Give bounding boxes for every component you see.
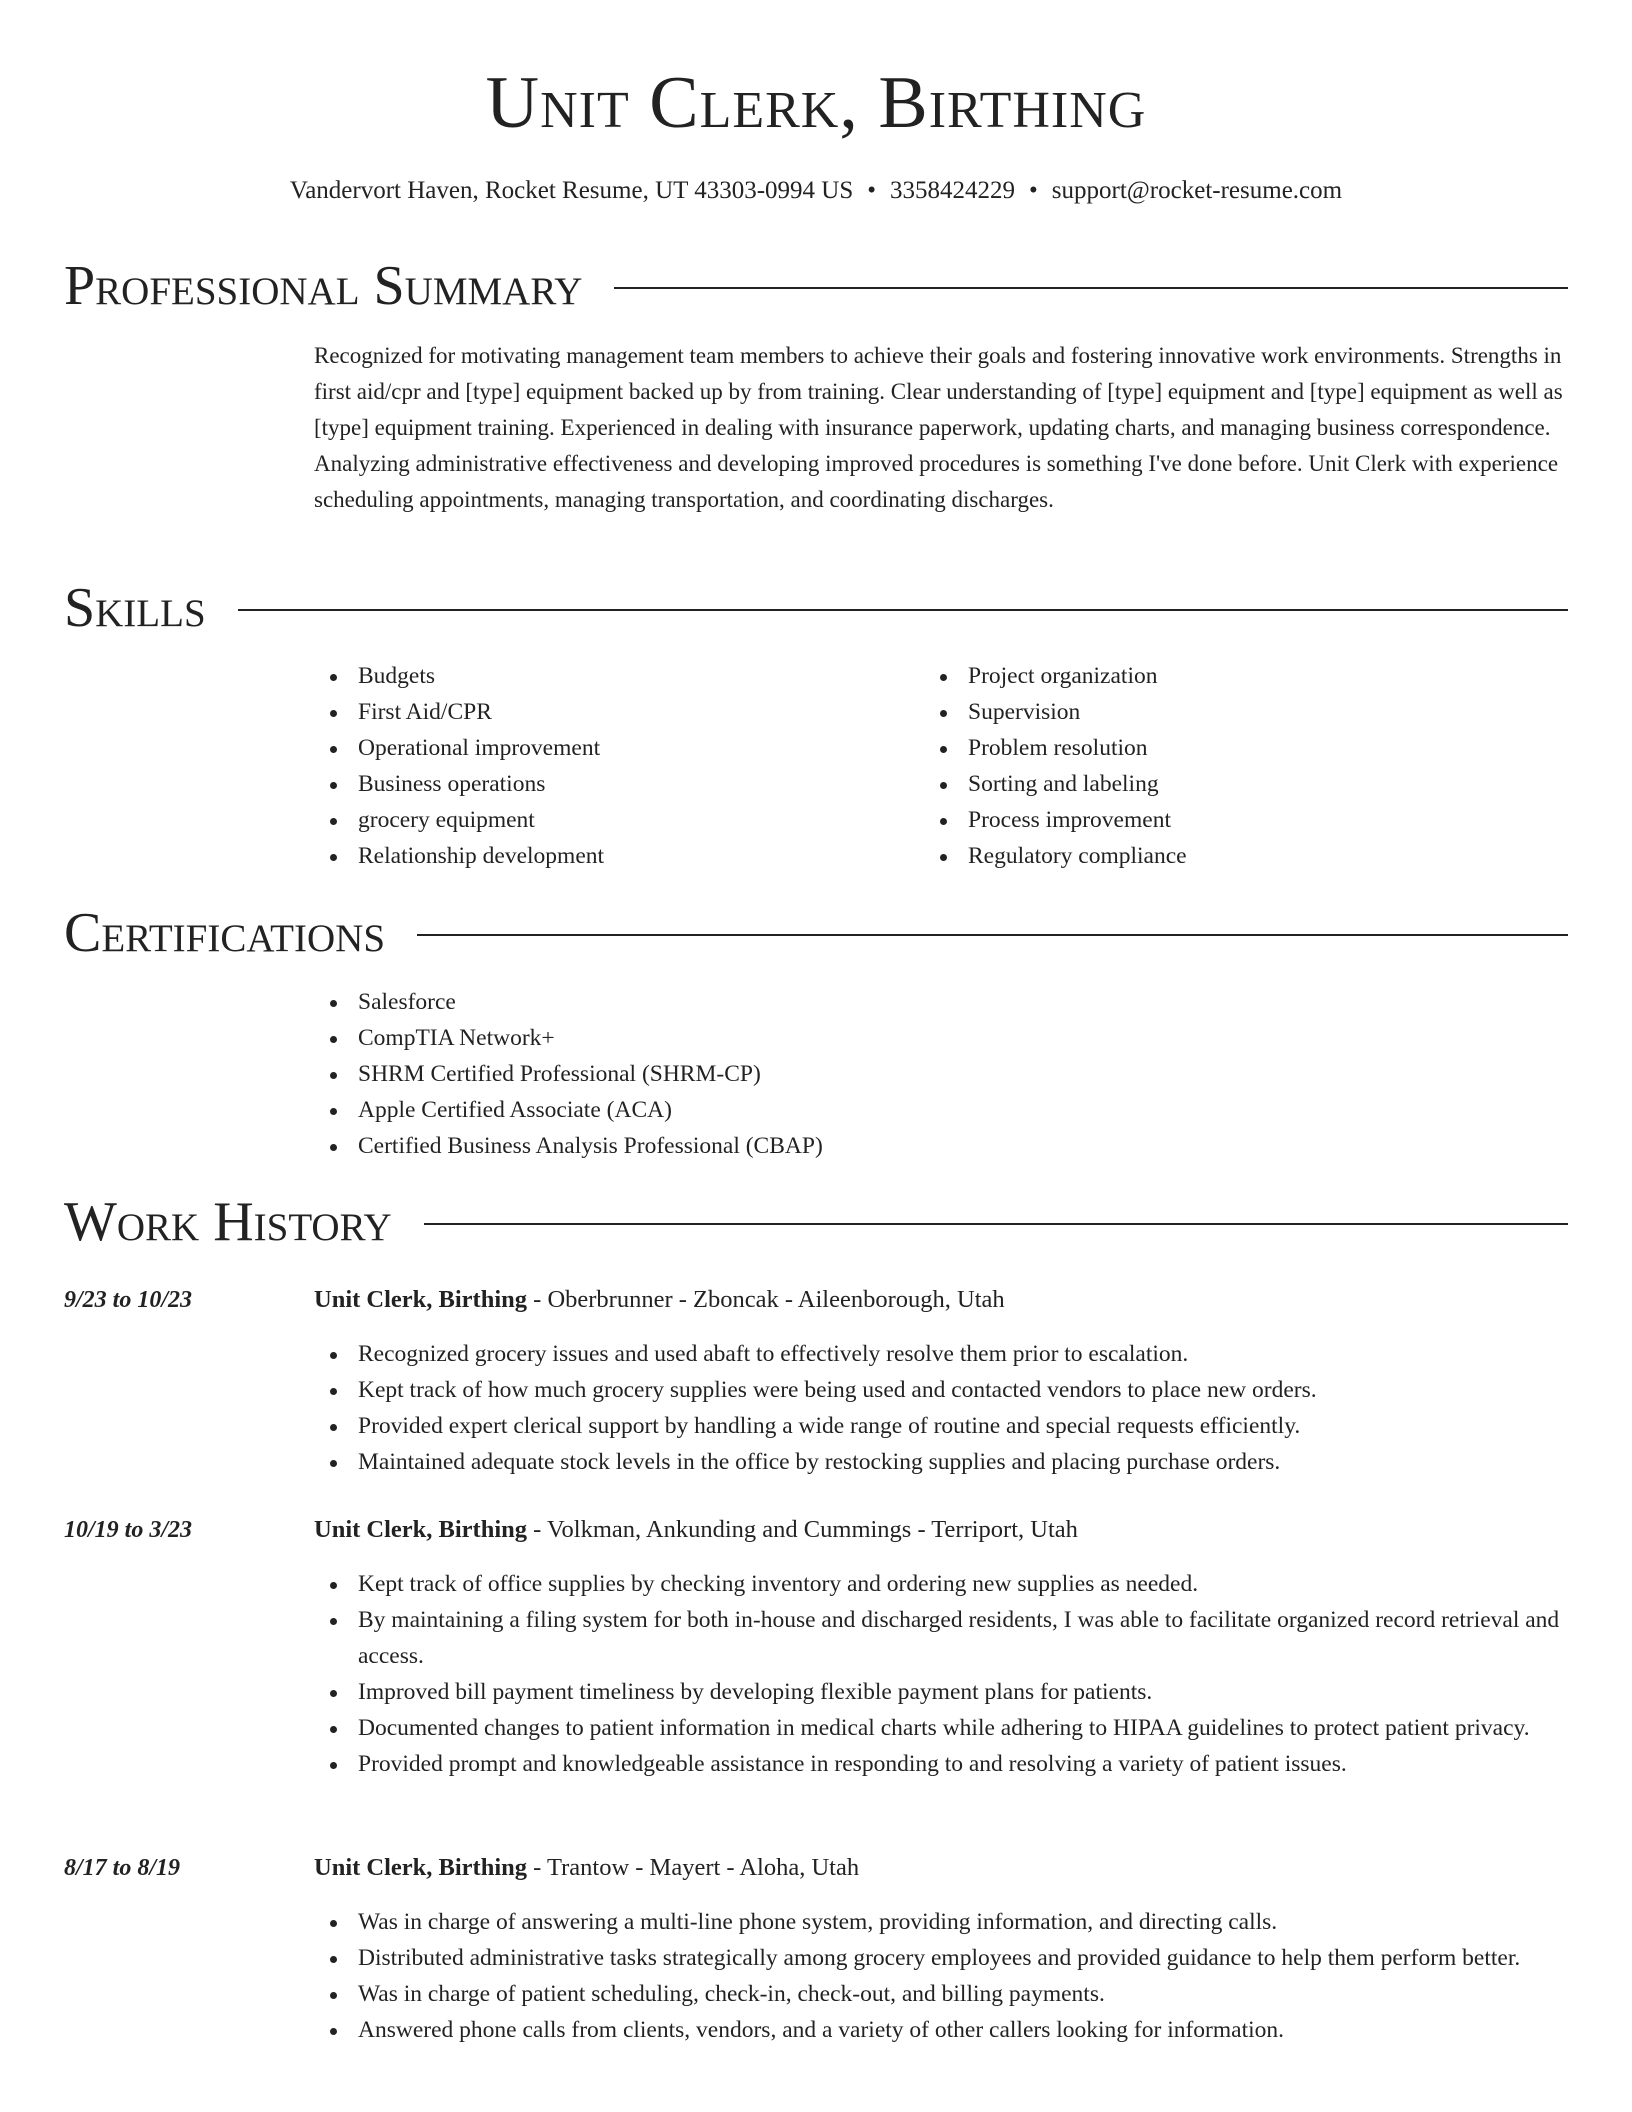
section-divider <box>424 1223 1568 1225</box>
job-bullet: Was in charge of answering a multi-line phone system, providing information, and directing calls. <box>314 1904 1564 1940</box>
skills-list-right <box>924 658 1524 874</box>
summary-section-header <box>64 251 1568 321</box>
skills-heading: Skills <box>64 577 206 639</box>
skill-item: Sorting and labeling <box>924 766 1524 802</box>
work-section-header <box>64 1187 1568 1257</box>
job-bullet: Maintained adequate stock levels in the office by restocking supplies and placing purchase orders. <box>314 1444 1564 1480</box>
certifications-section-header <box>64 898 1568 968</box>
certifications-heading: Certifications <box>64 902 386 964</box>
job-dates: 8/17 to 8/19 <box>64 1855 181 1881</box>
candidate-name: Unit Clerk, Birthing <box>485 62 1147 144</box>
work-heading: Work History <box>64 1191 392 1253</box>
section-divider <box>614 287 1568 289</box>
certification-item: Apple Certified Associate (ACA) <box>314 1092 1564 1128</box>
job-bullet: Provided expert clerical support by handling a wide range of routine and special requests efficiently. <box>314 1408 1564 1444</box>
skills-list-left <box>314 658 914 874</box>
contact-separator: • <box>867 177 877 204</box>
skill-item: Project organization <box>924 658 1524 694</box>
job-bullet: Provided prompt and knowledgeable assistance in responding to and resolving a variety of patient issues. <box>314 1746 1564 1782</box>
skill-item: grocery equipment <box>314 802 914 838</box>
job-bullet: By maintaining a filing system for both in-house and discharged residents, I was able to facilitate organized record retrieval and access. <box>314 1602 1564 1674</box>
job-bullet: Documented changes to patient information in medical charts while adhering to HIPAA guidelines to protect patient privacy. <box>314 1710 1564 1746</box>
skill-item: Relationship development <box>314 838 914 874</box>
contact-separator: • <box>1029 177 1038 204</box>
job-bullet: Recognized grocery issues and used abaft to effectively resolve them prior to escalation. <box>314 1336 1564 1372</box>
job-employer-location: - Volkman, Ankunding and Cummings - Terriport, Utah <box>527 1516 1078 1543</box>
skills-section-header <box>64 573 1568 643</box>
contact-line <box>0 174 1632 208</box>
job-bullet: Distributed administrative tasks strategically among grocery employees and provided guidance to help them perform better. <box>314 1940 1564 1976</box>
job-header <box>314 1850 859 1886</box>
skill-item: Problem resolution <box>924 730 1524 766</box>
certification-item: Salesforce <box>314 984 1564 1020</box>
job-bullets <box>314 1904 1564 2048</box>
certification-item: Certified Business Analysis Professional (CBAP) <box>314 1128 1564 1164</box>
job-dates: 9/23 to 10/23 <box>64 1287 193 1313</box>
job-bullets <box>314 1336 1564 1480</box>
job-bullet: Kept track of how much grocery supplies were being used and contacted vendors to place new orders. <box>314 1372 1564 1408</box>
skill-item: Regulatory compliance <box>924 838 1524 874</box>
job-bullet: Was in charge of patient scheduling, check-in, check-out, and billing payments. <box>314 1976 1564 2012</box>
job-header <box>314 1282 1005 1318</box>
job-bullets <box>314 1566 1564 1782</box>
summary-heading: Professional Summary <box>64 255 583 317</box>
job-bullet: Kept track of office supplies by checking inventory and ordering new supplies as needed. <box>314 1566 1564 1602</box>
contact-address: Vandervort Haven, Rocket Resume, UT 43303-0994 US <box>289 177 854 204</box>
job-header <box>314 1512 1078 1548</box>
contact-email: support@rocket-resume.com <box>1051 177 1343 204</box>
skill-item: Budgets <box>314 658 914 694</box>
section-divider <box>417 934 1568 936</box>
job-employer-location: - Trantow - Mayert - Aloha, Utah <box>527 1854 860 1881</box>
job-title: Unit Clerk, Birthing <box>314 1286 528 1313</box>
job-dates: 10/19 to 3/23 <box>64 1517 193 1543</box>
contact-phone: 3358424229 <box>890 177 1016 204</box>
job-title: Unit Clerk, Birthing <box>314 1516 528 1543</box>
job-employer-location: - Oberbrunner - Zboncak - Aileenborough, Utah <box>527 1286 1005 1313</box>
certifications-list <box>314 984 1564 1164</box>
skill-item: Business operations <box>314 766 914 802</box>
skill-item: Process improvement <box>924 802 1524 838</box>
summary-text: Recognized for motivating management team members to achieve their goals and fostering innovative work environments. Strengths in first aid/cpr and [type] equipment backed up by from training. Clear understanding of [type] equipment and [type] equipment as well as [type] equipment training. Experienced in dealing with insurance paperwork, updating charts, and managing business correspondence. Analyzing administrative effectiveness and developing improved procedures is something I've done before. Unit Clerk with experience scheduling appointments, managing transportation, and coordinating discharges. <box>314 343 1563 512</box>
skill-item: First Aid/CPR <box>314 694 914 730</box>
section-divider <box>238 609 1568 611</box>
job-bullet: Answered phone calls from clients, vendors, and a variety of other callers looking for information. <box>314 2012 1564 2048</box>
job-title: Unit Clerk, Birthing <box>314 1854 528 1881</box>
certification-item: SHRM Certified Professional (SHRM-CP) <box>314 1056 1564 1092</box>
job-bullet: Improved bill payment timeliness by developing flexible payment plans for patients. <box>314 1674 1564 1710</box>
skill-item: Operational improvement <box>314 730 914 766</box>
certification-item: CompTIA Network+ <box>314 1020 1564 1056</box>
skill-item: Supervision <box>924 694 1524 730</box>
